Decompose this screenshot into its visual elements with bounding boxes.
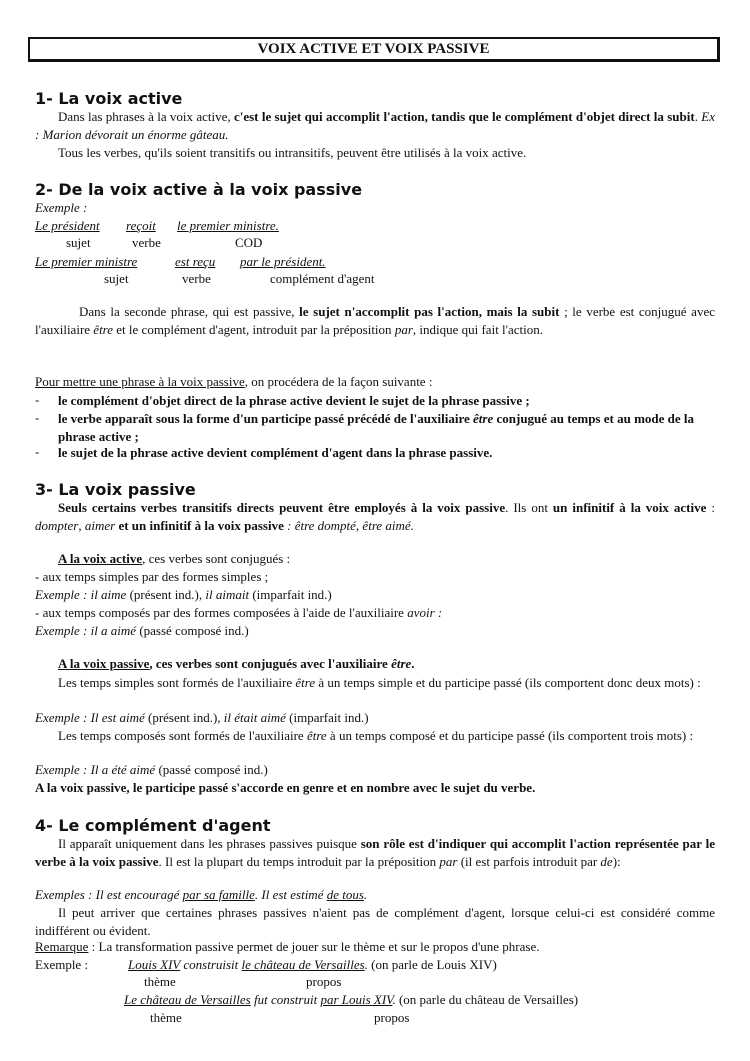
active-compound-example: Exemple : il a aimé (passé composé ind.) <box>35 623 249 638</box>
section-1-heading: 1- La voix active <box>35 89 183 108</box>
active-simple-example: Exemple : il aime (présent ind.), il aimait (imparfait ind.) <box>35 587 332 602</box>
section-4-heading: 4- Le complément d'agent <box>35 816 271 835</box>
example-1-label-sujet: sujet <box>66 235 91 250</box>
bullet-dash: - <box>35 444 40 459</box>
remark-1-theme: thème <box>144 974 176 989</box>
agent-examples: Exemples : Il est encouragé par sa famille. Il est estimé de tous. <box>35 887 368 902</box>
remark-example-label: Exemple : <box>35 957 89 972</box>
section-2-paragraph: Dans la seconde phrase, qui est passive, le sujet n'accomplit pas l'action, mais la subit ; le verbe est conjugué avec l'auxiliaire être et le complément d'agent, introduit par la préposition par, indique qui fait l'action. <box>35 304 715 337</box>
example-1-cod: le premier ministre. <box>177 218 279 233</box>
section-1-paragraph: Dans las phrases à la voix active, c'est le sujet qui accomplit l'action, tandis que le complément d'objet direct la subit. Ex : Marion dévorait un énorme gâteau. <box>35 109 715 142</box>
passive-simple-tenses: Les temps simples sont formés de l'auxiliaire être à un temps simple et du participe passé (ils comportent donc deux mots) : <box>58 675 701 690</box>
bullet-dash: - <box>35 392 40 407</box>
example-2-label-sujet: sujet <box>104 271 129 286</box>
example-1-label-cod: COD <box>235 235 263 250</box>
active-voice-intro: A la voix active, ces verbes sont conjugués : <box>58 551 291 566</box>
remark-2-theme: thème <box>150 1010 182 1025</box>
example-2-agent: par le président. <box>240 254 326 269</box>
example-2-label-verbe: verbe <box>182 271 211 286</box>
procedure-intro: Pour mettre une phrase à la voix passive, on procédera de la façon suivante : <box>35 374 433 389</box>
active-compound-tenses: - aux temps composés par des formes composées à l'aide de l'auxiliaire avoir : <box>35 605 443 620</box>
section-1-paragraph-2: Tous les verbes, qu'ils soient transitifs ou intransitifs, peuvent être utilisés à la voix active. <box>58 145 527 160</box>
passive-voice-intro: A la voix passive, ces verbes sont conjugués avec l'auxiliaire être. <box>58 656 415 671</box>
active-simple-tenses: - aux temps simples par des formes simples ; <box>35 569 269 584</box>
procedure-step-2: le verbe apparaît sous la forme d'un participe passé précédé de l'auxiliaire être conjugué au temps et au mode de la phrase active ; <box>58 411 695 444</box>
remark-2-propos: propos <box>374 1010 410 1025</box>
example-2-subject: Le premier ministre <box>35 254 138 269</box>
procedure-step-3: le sujet de la phrase active devient complément d'agent dans la phrase passive. <box>58 445 493 460</box>
passive-compound-example: Exemple : Il a été aimé (passé composé ind.) <box>35 762 268 777</box>
section-2-heading: 2- De la voix active à la voix passive <box>35 180 363 199</box>
passive-simple-example: Exemple : Il est aimé (présent ind.), il était aimé (imparfait ind.) <box>35 710 369 725</box>
example-2-verb: est reçu <box>175 254 216 269</box>
title-box <box>28 37 720 62</box>
remark-sentence-2: Le château de Versailles fut construit par Louis XIV. (on parle du château de Versailles) <box>124 992 579 1007</box>
example-1-verb: reçoit <box>126 218 156 233</box>
example-1-subject: Le président <box>35 218 100 233</box>
bullet-dash: - <box>35 410 40 425</box>
section-4-paragraph: Il apparaît uniquement dans les phrases passives puisque son rôle est d'indiquer qui accomplit l'action représentée par le verbe à la voix passive. Il est la plupart du temps introduit par la préposition par (il est parfois introduit par de): <box>35 836 715 869</box>
example-1-label-verbe: verbe <box>132 235 161 250</box>
section-4-paragraph-2: Il peut arriver que certaines phrases passives n'aient pas de complément d'agent, lorsque celui-ci est considéré comme indifférent ou évident. <box>35 905 715 938</box>
example-label: Exemple : <box>35 200 88 215</box>
section-3-heading: 3- La voix passive <box>35 480 196 499</box>
procedure-step-1: le complément d'objet direct de la phrase active devient le sujet de la phrase passive ; <box>58 393 530 408</box>
passive-compound-tenses: Les temps composés sont formés de l'auxiliaire être à un temps composé et du participe passé (ils comportent trois mots) : <box>58 728 694 743</box>
page-title: VOIX ACTIVE ET VOIX PASSIVE <box>257 41 490 57</box>
agreement-rule: A la voix passive, le participe passé s'accorde en genre et en nombre avec le sujet du verbe. <box>35 780 536 795</box>
remark-1-propos: propos <box>306 974 342 989</box>
remark-sentence-1: Louis XIV construisit le château de Versailles. (on parle de Louis XIV) <box>128 957 497 972</box>
section-3-paragraph: Seuls certains verbes transitifs directs peuvent être employés à la voix passive. Ils ont un infinitif à la voix active : dompter, aimer et un infinitif à la voix passive : être dompté, être aimé. <box>35 500 715 533</box>
remark: Remarque : La transformation passive permet de jouer sur le thème et sur le propos d'une phrase. <box>35 939 540 954</box>
example-2-label-agent: complément d'agent <box>270 271 375 286</box>
